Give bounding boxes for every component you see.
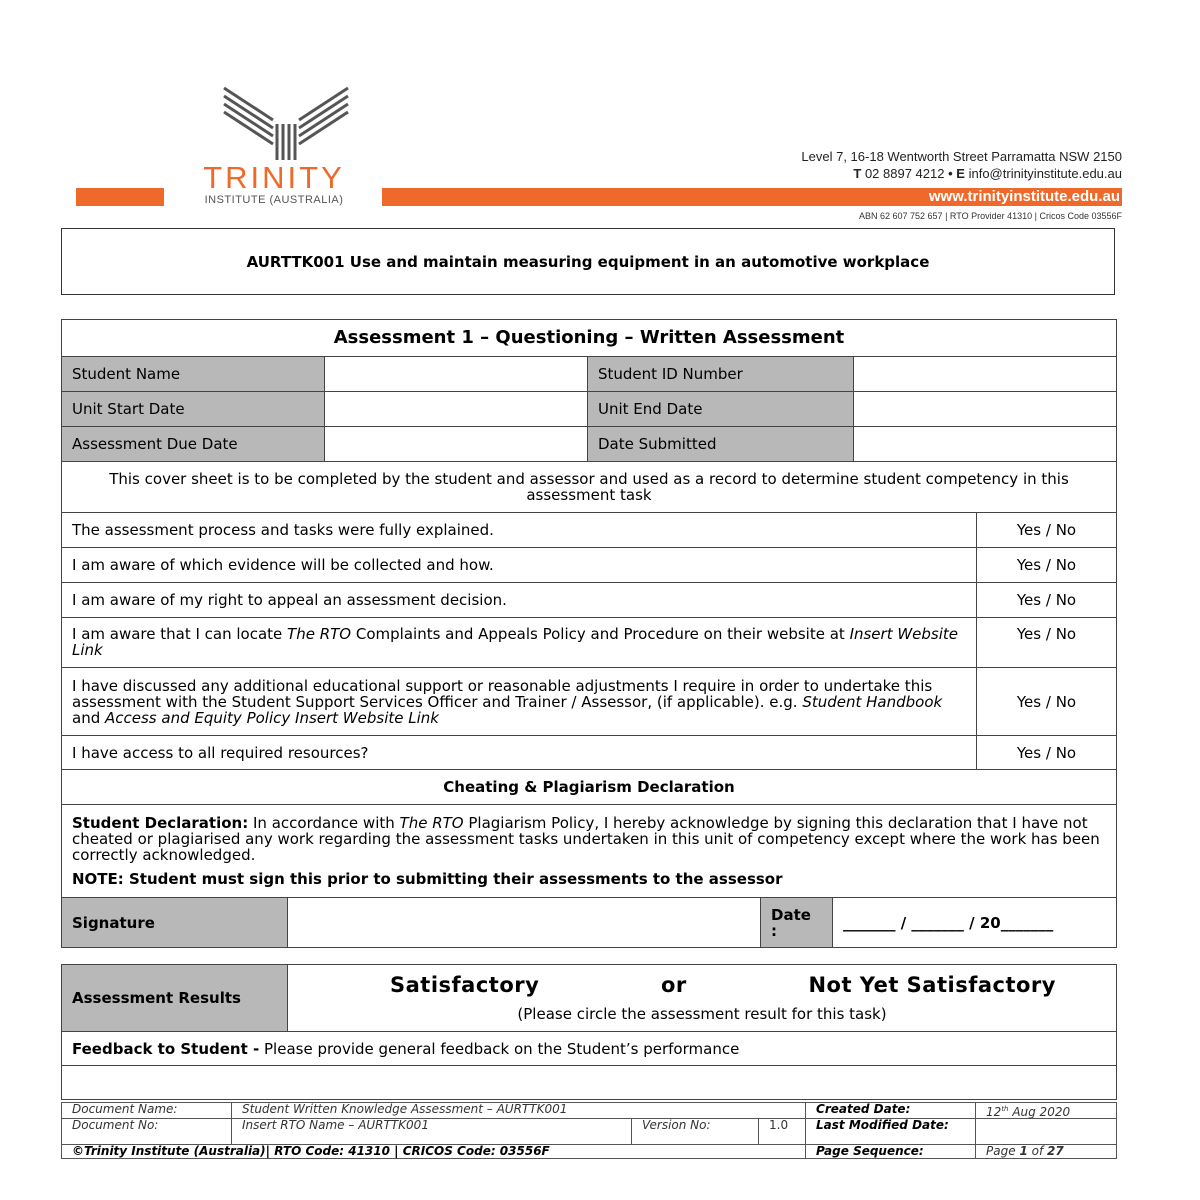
student-declaration <box>62 805 1117 898</box>
yes-no-5[interactable]: Yes / No <box>977 668 1117 736</box>
question-2: I am aware of which evidence will be collected and how. <box>62 548 977 583</box>
created-day-suffix: th <box>1001 1105 1009 1113</box>
page-word: Page <box>986 1144 1020 1158</box>
or-text: or <box>660 973 687 997</box>
cheating-title: Cheating & Plagiarism Declaration <box>62 770 1117 805</box>
page-number: 1 <box>1019 1144 1028 1158</box>
student-name-label: Student Name <box>62 357 325 392</box>
address-line: Level 7, 16-18 Wentworth Street Parramatta NSW 2150 <box>801 149 1122 164</box>
student-id-label: Student ID Number <box>588 357 854 392</box>
signature-table <box>61 897 1117 948</box>
unit-start-field[interactable] <box>325 392 588 427</box>
doc-name-label: Document Name: <box>62 1103 232 1119</box>
declaration-label: Student Declaration: <box>72 814 249 832</box>
doc-no: Insert RTO Name – AURTTK001 <box>232 1119 632 1145</box>
not-yet-option[interactable]: Not Yet Satisfactory <box>808 973 1056 997</box>
yes-no-1[interactable]: Yes / No <box>977 513 1117 548</box>
page-total: 27 <box>1047 1144 1064 1158</box>
created-month-year: Aug 2020 <box>1008 1105 1071 1119</box>
question-4-link: Insert Website Link <box>72 625 959 659</box>
question-5-a: I have discussed any additional educational support or reasonable adjustments I require in order to undertake this assessment with the Student Support Services Officer and Trainer / Assessor, (if applicable). e.g. <box>72 676 933 711</box>
question-5-link: Access and Equity Policy Insert Website Link <box>105 708 439 727</box>
signature-field[interactable] <box>288 898 761 948</box>
phone-label: T <box>853 166 862 181</box>
registration-line: ABN 62 607 752 657 | RTO Provider 41310 | Cricos Code 03556F <box>859 211 1122 221</box>
feedback-field[interactable] <box>62 1066 1117 1100</box>
phone-number: 02 8897 4212 <box>864 166 945 181</box>
email-address[interactable]: info@trinityinstitute.edu.au <box>968 166 1122 181</box>
feedback-text: Please provide general feedback on the Student’s performance <box>259 1039 740 1058</box>
question-5-c: and <box>72 708 105 727</box>
unit-end-label: Unit End Date <box>588 392 854 427</box>
student-name-field[interactable] <box>325 357 588 392</box>
declaration-rto: The RTO <box>399 814 464 832</box>
declaration-note: NOTE: Student must sign this prior to submitting their assessments to the assessor <box>72 870 783 888</box>
date-label: Date : <box>761 898 833 948</box>
satisfactory-option[interactable]: Satisfactory <box>390 973 540 997</box>
declaration-c: Plagiarism Policy, I hereby acknowledge by signing this declaration that I have not cheated or plagiarised any work regarding the assessment tasks undertaken in this unit of competency except where the work has been correctly acknowledged. <box>72 814 1100 864</box>
question-1: The assessment process and tasks were fully explained. <box>62 513 977 548</box>
yes-no-2[interactable]: Yes / No <box>977 548 1117 583</box>
question-4-c: Complaints and Appeals Policy and Procedure on their website at <box>351 625 850 643</box>
email-label: E <box>956 166 965 181</box>
feedback-label: Feedback to Student - <box>72 1039 260 1058</box>
contact-line <box>853 166 1122 181</box>
yes-no-6[interactable]: Yes / No <box>977 736 1117 770</box>
results-choice <box>288 965 1117 1032</box>
logo-name: TRINITY <box>203 160 345 195</box>
created-date <box>976 1103 1117 1119</box>
date-submitted-field[interactable] <box>854 427 1117 462</box>
question-5 <box>62 668 977 736</box>
doc-no-label: Document No: <box>62 1119 232 1145</box>
question-6: I have access to all required resources? <box>62 736 977 770</box>
page-sequence <box>976 1145 1117 1159</box>
yes-no-4[interactable]: Yes / No <box>977 618 1117 668</box>
unit-start-label: Unit Start Date <box>62 392 325 427</box>
trinity-logo-icon <box>218 84 354 164</box>
signature-label: Signature <box>62 898 288 948</box>
modified-label: Last Modified Date: <box>806 1119 976 1145</box>
copyright: ©Trinity Institute (Australia)| RTO Code: 41310 | CRICOS Code: 03556F <box>62 1145 806 1159</box>
results-note: (Please circle the assessment result for this task) <box>517 1005 887 1023</box>
logo-subtitle: INSTITUTE (AUSTRALIA) <box>204 194 344 206</box>
declaration-a: In accordance with <box>248 814 400 832</box>
date-submitted-label: Date Submitted <box>588 427 854 462</box>
doc-name: Student Written Knowledge Assessment – AURTTK001 <box>232 1103 806 1119</box>
cover-sheet-table <box>61 319 1117 898</box>
contact-bullet: • <box>948 166 953 181</box>
student-id-field[interactable] <box>854 357 1117 392</box>
website-link[interactable]: www.trinityinstitute.edu.au <box>928 188 1120 205</box>
version-value: 1.0 <box>759 1119 806 1145</box>
yes-no-3[interactable]: Yes / No <box>977 583 1117 618</box>
question-4-rto: The RTO <box>287 625 352 643</box>
assessment-title: Assessment 1 – Questioning – Written Assessment <box>62 320 1117 357</box>
page-sequence-label: Page Sequence: <box>806 1145 976 1159</box>
question-5-handbook: Student Handbook <box>802 692 943 711</box>
modified-date <box>976 1119 1117 1145</box>
header-bar-left <box>76 188 164 206</box>
cover-intro: This cover sheet is to be completed by the student and assessor and used as a record to determine student competency in this assessment task <box>62 462 1117 513</box>
unit-title-box <box>61 228 1115 295</box>
unit-end-field[interactable] <box>854 392 1117 427</box>
document-footer <box>61 1102 1117 1159</box>
question-3: I am aware of my right to appeal an assessment decision. <box>62 583 977 618</box>
question-4 <box>62 618 977 668</box>
date-field[interactable]: _______ / _______ / 20_______ <box>833 898 1117 948</box>
feedback-heading <box>62 1032 1117 1066</box>
due-date-label: Assessment Due Date <box>62 427 325 462</box>
unit-title: AURTTK001 Use and maintain measuring equipment in an automotive workplace <box>246 252 930 271</box>
due-date-field[interactable] <box>325 427 588 462</box>
results-table <box>61 964 1117 1100</box>
question-4-a: I am aware that I can locate <box>72 625 288 643</box>
results-label: Assessment Results <box>62 965 288 1032</box>
created-day: 12 <box>986 1105 1002 1119</box>
created-label: Created Date: <box>806 1103 976 1119</box>
page-of: of <box>1027 1144 1047 1158</box>
version-label: Version No: <box>632 1119 759 1145</box>
